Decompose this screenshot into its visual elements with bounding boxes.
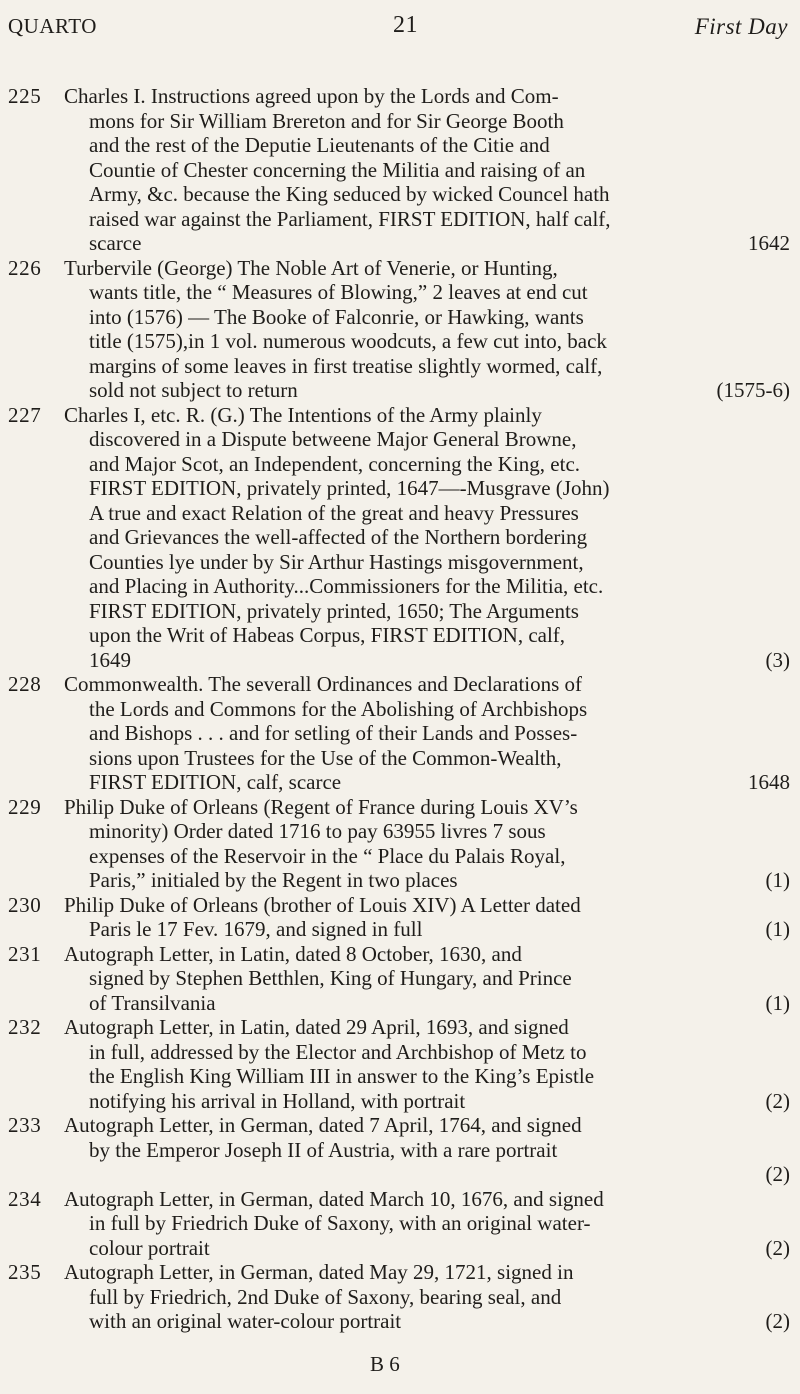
lot-entry — [8, 1015, 790, 1113]
lot-first-line: Philip Duke of Orleans (brother of Louis XIV) A Letter dated — [64, 892, 581, 917]
lot-number: 234 — [8, 1186, 42, 1211]
lot-line: Countie of Chester concerning the Militia and raising of an — [89, 157, 586, 182]
lot-line: sions upon Trustees for the Use of the Common-Wealth, — [89, 745, 562, 770]
lot-description — [64, 1113, 790, 1187]
lot-entry — [8, 1187, 790, 1261]
lot-description — [64, 942, 790, 1016]
lot-line: A true and exact Relation of the great and heavy Pressures — [89, 500, 579, 525]
lot-entry — [8, 942, 790, 1016]
lot-count-or-date: (3) — [765, 647, 790, 672]
lot-first-line: Autograph Letter, in German, dated May 29, 1721, signed in — [64, 1260, 574, 1284]
lot-last-line — [64, 991, 790, 1016]
lot-count-or-date: (2) — [765, 1088, 790, 1113]
page-header — [8, 14, 788, 48]
lot-entry — [8, 1113, 790, 1187]
lot-line: minority) Order dated 1716 to pay 63955 livres 7 sous — [89, 819, 546, 843]
lot-line: Counties lye under by Sir Arthur Hastings misgovernment, — [89, 549, 584, 574]
lot-count-or-date: (2) — [765, 1309, 790, 1333]
lot-description — [64, 84, 790, 256]
lot-count-or-date: (1) — [765, 917, 790, 941]
lot-count-or-date: (1) — [765, 868, 790, 892]
lot-first-line: Philip Duke of Orleans (Regent of France during Louis XV’s — [64, 794, 578, 819]
lot-tail-text: scarce — [89, 231, 142, 255]
lot-last-line — [64, 378, 790, 403]
lot-description — [64, 1015, 790, 1113]
lot-line: and Major Scot, an Independent, concerning the King, etc. — [89, 451, 581, 476]
lot-entry — [8, 403, 790, 673]
lot-line: title (1575),in 1 vol. numerous woodcuts, a few cut into, back — [89, 329, 607, 353]
lot-number: 227 — [8, 402, 42, 427]
lot-line: into (1576) — The Booke of Falconrie, or Hawking, wants — [89, 304, 584, 329]
lot-count-or-date: 1642 — [748, 231, 790, 255]
lot-count-or-date: 1648 — [748, 770, 790, 794]
lot-line: in full, addressed by the Elector and Archbishop of Metz to — [89, 1039, 587, 1064]
lot-first-line: Autograph Letter, in German, dated 7 April, 1764, and signed — [64, 1113, 582, 1137]
lot-line: raised war against the Parliament, FIRST EDITION, half calf, — [89, 206, 611, 231]
lot-line: the Lords and Commons for the Abolishing of Archbishops — [89, 696, 588, 721]
lot-number: 233 — [8, 1113, 42, 1137]
lot-line: Army, &c. because the King seduced by wicked Councel hath — [89, 182, 610, 206]
lot-first-line: Autograph Letter, in Latin, dated 29 April, 1693, and signed — [64, 1015, 569, 1039]
page-number: 21 — [393, 12, 418, 38]
lot-description — [64, 672, 790, 795]
lot-last-line — [64, 917, 790, 942]
lot-number: 235 — [8, 1260, 42, 1284]
lot-description — [64, 893, 790, 942]
lot-last-line — [64, 1236, 790, 1261]
lot-count-or-date: (2) — [765, 1162, 790, 1186]
lot-line: discovered in a Dispute betweene Major General Browne, — [89, 427, 577, 451]
lot-tail-text: notifying his arrival in Holland, with portrait — [89, 1088, 466, 1113]
lot-count-or-date: (1575-6) — [716, 378, 790, 402]
lot-line: and the rest of the Deputie Lieutenants of the Citie and — [89, 133, 550, 157]
lot-tail-text: 1649 — [89, 647, 131, 672]
lot-last-line — [64, 1162, 790, 1187]
lot-list — [8, 84, 790, 1334]
lot-description — [64, 256, 790, 403]
lot-tail-text: with an original water-colour portrait — [89, 1309, 402, 1333]
signature-mark: B 6 — [370, 1352, 400, 1376]
lot-last-line — [64, 1309, 790, 1334]
header-day: First Day — [694, 14, 788, 39]
lot-description — [64, 1260, 790, 1334]
lot-first-line: Turbervile (George) The Noble Art of Venerie, or Hunting, — [64, 255, 558, 280]
lot-tail-text: colour portrait — [89, 1235, 210, 1260]
lot-last-line — [64, 648, 790, 673]
lot-entry — [8, 256, 790, 403]
lot-line: and Placing in Authority...Commissioners for the Militia, etc. — [89, 574, 604, 598]
lot-number: 226 — [8, 255, 42, 280]
lot-description — [64, 1187, 790, 1261]
lot-line: expenses of the Reservoir in the “ Place du Palais Royal, — [89, 843, 566, 868]
lot-line: FIRST EDITION, privately printed, 1647—-Musgrave (John) — [89, 476, 610, 500]
lot-line: FIRST EDITION, privately printed, 1650; The Arguments — [89, 598, 579, 623]
lot-line: the English King William III in answer to the King’s Epistle — [89, 1064, 595, 1088]
lot-line: in full by Friedrich Duke of Saxony, with an original water- — [89, 1211, 591, 1235]
lot-first-line: Commonwealth. The severall Ordinances and Declarations of — [64, 672, 583, 696]
lot-tail-text: Paris le 17 Fev. 1679, and signed in full — [89, 917, 423, 941]
lot-last-line — [64, 231, 790, 256]
header-format: QUARTO — [8, 14, 97, 38]
lot-first-line: Autograph Letter, in German, dated March 10, 1676, and signed — [64, 1186, 604, 1211]
lot-last-line — [64, 1089, 790, 1114]
lot-line: wants title, the “ Measures of Blowing,” 2 leaves at end cut — [89, 280, 588, 304]
lot-line: signed by Stephen Betthlen, King of Hungary, and Prince — [89, 966, 572, 990]
lot-description — [64, 795, 790, 893]
lot-line: and Grievances the well-affected of the Northern bordering — [89, 525, 588, 549]
lot-entry — [8, 84, 790, 256]
lot-entry — [8, 672, 790, 795]
lot-tail-text: sold not subject to return — [89, 378, 298, 402]
lot-count-or-date: (1) — [765, 990, 790, 1015]
lot-line: upon the Writ of Habeas Corpus, FIRST EDITION, calf, — [89, 623, 566, 647]
lot-line: mons for Sir William Brereton and for Sir George Booth — [89, 108, 564, 133]
lot-number: 229 — [8, 794, 42, 819]
lot-first-line: Charles I, etc. R. (G.) The Intentions of the Army plainly — [64, 402, 542, 427]
lot-first-line: Charles I. Instructions agreed upon by the Lords and Com- — [64, 84, 559, 108]
lot-line: by the Emperor Joseph II of Austria, with a rare portrait — [89, 1137, 558, 1162]
lot-first-line: Autograph Letter, in Latin, dated 8 October, 1630, and — [64, 941, 522, 966]
lot-line: full by Friedrich, 2nd Duke of Saxony, bearing seal, and — [89, 1284, 562, 1309]
lot-tail-text: of Transilvania — [89, 990, 216, 1015]
lot-tail-text: Paris,” initialed by the Regent in two places — [89, 868, 458, 892]
lot-number: 230 — [8, 892, 42, 917]
lot-entry — [8, 1260, 790, 1334]
lot-description — [64, 403, 790, 673]
lot-number: 225 — [8, 84, 42, 108]
lot-number: 232 — [8, 1015, 42, 1039]
lot-line: and Bishops . . . and for setling of their Lands and Posses- — [89, 721, 578, 745]
lot-number: 228 — [8, 672, 42, 696]
lot-tail-text: FIRST EDITION, calf, scarce — [89, 770, 342, 794]
lot-entry — [8, 893, 790, 942]
lot-number: 231 — [8, 941, 42, 966]
lot-entry — [8, 795, 790, 893]
lot-last-line — [64, 868, 790, 893]
lot-count-or-date: (2) — [765, 1235, 790, 1260]
lot-last-line — [64, 770, 790, 795]
lot-line: margins of some leaves in first treatise slightly wormed, calf, — [89, 353, 603, 378]
